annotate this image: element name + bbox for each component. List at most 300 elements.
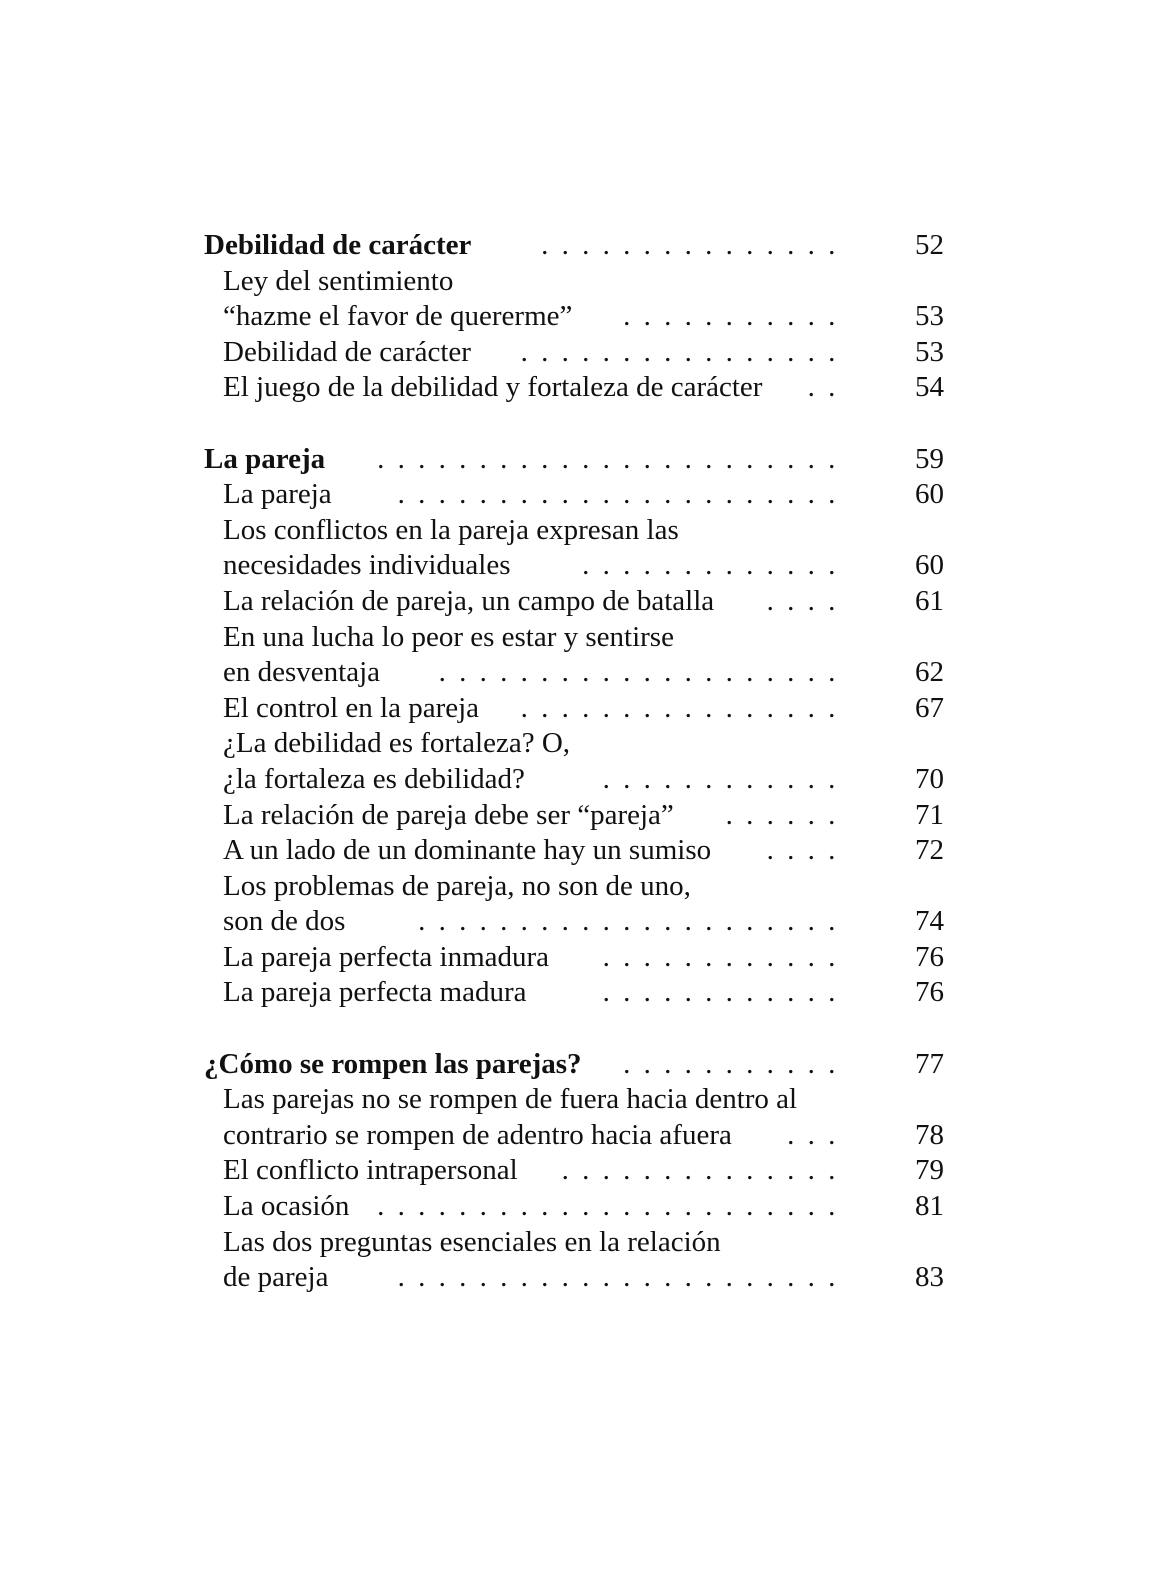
leader-dot: . [746,976,754,1009]
toc-page-number: 53 [915,300,944,333]
leader-dot: . [602,549,610,582]
leader-dot: . [746,549,754,582]
leader-dot: . [582,478,590,511]
leader-dot: . [828,335,836,368]
leader-dot: . [746,1190,754,1223]
leader-dot: . [766,300,774,333]
leader-dot: . [705,976,713,1009]
leader-dot: . [807,229,815,261]
leader-dot: . [807,584,815,617]
leader-dot: . [787,229,795,261]
leader-dot: . [766,1154,774,1187]
leader-dot: . [828,549,836,582]
leader-dot: . [766,762,774,795]
toc-page-number: 67 [915,691,944,724]
leader-dot: . [725,300,733,333]
leader-dot: . [377,442,385,475]
toc-entry-title: El conflicto intrapersonal [223,1154,518,1187]
leader-dot: . [684,549,692,582]
leader-dot: . [582,442,590,475]
leader-dot: . [725,976,733,1009]
leader-dot: . [438,442,446,475]
toc-entry-title: necesidades individuales [223,549,511,582]
toc-entry-title: A un lado de un dominante hay un sumiso [223,834,712,867]
leader-dot: . [787,976,795,1009]
leader-dot: . [459,656,467,689]
toc-entry-title: La relación de pareja, un campo de batalla [223,584,715,617]
leader-dot: . [766,549,774,582]
dot-leader [617,1047,843,1083]
leader-dot: . [807,798,815,831]
leader-dot: . [561,1190,569,1223]
leader-dot: . [725,905,733,938]
leader-dot: . [602,656,610,689]
leader-dot: . [705,656,713,689]
leader-dot: . [602,976,610,1009]
leader-dot: . [520,691,528,724]
leader-dot: . [582,1190,590,1223]
leader-dot: . [418,442,426,475]
dot-leader [576,548,843,584]
leader-dot: . [787,656,795,689]
leader-dot: . [479,656,487,689]
leader-dot: . [623,656,631,689]
toc-entry[interactable] [204,1189,964,1225]
leader-dot: . [541,478,549,511]
leader-dot: . [787,442,795,475]
leader-dot: . [807,1261,815,1294]
dot-leader [432,655,842,691]
leader-dot: . [397,1190,405,1223]
leader-dot: . [828,834,836,867]
leader-dot: . [787,940,795,973]
toc-entry-line[interactable] [204,1082,964,1118]
dot-leader [514,691,842,727]
leader-dot: . [746,905,754,938]
dot-leader [596,940,842,976]
leader-dot: . [664,762,672,795]
dot-leader [371,442,843,478]
leader-dot: . [438,656,446,689]
leader-dot: . [664,300,672,333]
leader-dot: . [623,478,631,511]
leader-dot: . [602,905,610,938]
leader-dot: . [807,478,815,511]
leader-dot: . [807,762,815,795]
leader-dot: . [561,1261,569,1294]
leader-dot: . [828,691,836,724]
leader-dot: . [520,442,528,475]
toc-entry[interactable] [204,940,964,976]
toc-entry-title: La pareja perfecta madura [223,976,527,1009]
leader-dot: . [643,762,651,795]
leader-dot: . [623,229,631,261]
leader-dot: . [705,300,713,333]
dot-leader [535,228,843,264]
leader-dot: . [725,762,733,795]
toc-entry[interactable] [204,335,964,371]
toc-entry-line[interactable] [204,1225,964,1261]
toc-entry-title: son de dos [223,905,346,938]
leader-dot: . [397,478,405,511]
leader-dot: . [787,549,795,582]
leader-dot: . [479,905,487,938]
toc-page-number: 59 [915,442,944,475]
dot-leader [514,335,842,371]
leader-dot: . [602,1190,610,1223]
leader-dot: . [664,1261,672,1294]
leader-dot: . [746,1261,754,1294]
leader-dot: . [787,834,795,867]
dot-leader [781,1118,843,1154]
leader-dot: . [725,798,733,831]
toc-page-number: 83 [915,1261,944,1294]
leader-dot: . [561,656,569,689]
leader-dot: . [787,584,795,617]
toc-entry[interactable] [204,691,964,727]
toc-entry-line[interactable] [204,726,964,762]
leader-dot: . [438,478,446,511]
toc-entry-title: El juego de la debilidad y fortaleza de carácter [223,371,763,404]
leader-dot: . [664,1190,672,1223]
leader-dot: . [807,1190,815,1223]
leader-dot: . [746,798,754,831]
toc-entry[interactable] [204,1260,964,1296]
leader-dot: . [541,1190,549,1223]
toc-entry-title: El control en la pareja [223,691,480,724]
dot-leader [760,584,842,620]
leader-dot: . [520,905,528,938]
leader-dot: . [623,762,631,795]
dot-leader [760,833,842,869]
leader-dot: . [520,478,528,511]
leader-dot: . [725,549,733,582]
leader-dot: . [664,1047,672,1080]
leader-dot: . [602,762,610,795]
leader-dot: . [766,976,774,1009]
toc-entry[interactable] [204,299,964,335]
leader-dot: . [541,656,549,689]
leader-dot: . [459,1261,467,1294]
leader-dot: . [582,1154,590,1187]
leader-dot: . [643,442,651,475]
leader-dot: . [664,442,672,475]
dot-leader [801,370,842,406]
leader-dot: . [807,1154,815,1187]
leader-dot: . [705,1261,713,1294]
toc-entry-title: Ley del sentimiento [223,264,454,297]
leader-dot: . [623,335,631,368]
leader-dot: . [787,1047,795,1080]
leader-dot: . [787,300,795,333]
leader-dot: . [623,1190,631,1223]
leader-dot: . [623,549,631,582]
leader-dot: . [377,1190,385,1223]
leader-dot: . [725,1154,733,1187]
leader-dot: . [479,442,487,475]
leader-dot: . [643,478,651,511]
toc-page-number: 77 [915,1047,944,1080]
leader-dot: . [766,478,774,511]
leader-dot: . [643,549,651,582]
toc-page-number: 71 [915,798,944,831]
leader-dot: . [787,1190,795,1223]
leader-dot: . [582,229,590,261]
leader-dot: . [623,976,631,1009]
leader-dot: . [705,1047,713,1080]
leader-dot: . [828,371,836,404]
leader-dot: . [807,300,815,333]
leader-dot: . [725,1190,733,1223]
leader-dot: . [766,229,774,261]
leader-dot: . [828,584,836,617]
leader-dot: . [684,656,692,689]
leader-dot: . [500,656,508,689]
leader-dot: . [541,335,549,368]
leader-dot: . [418,1190,426,1223]
leader-dot: . [725,229,733,261]
leader-dot: . [500,905,508,938]
leader-dot: . [582,1261,590,1294]
section-gap [204,1011,964,1047]
leader-dot: . [807,905,815,938]
leader-dot: . [418,1261,426,1294]
leader-dot: . [828,1190,836,1223]
toc-entry-title: La pareja perfecta inmadura [223,940,550,973]
toc-entry[interactable] [204,370,964,406]
leader-dot: . [623,300,631,333]
leader-dot: . [397,1261,405,1294]
leader-dot: . [643,229,651,261]
leader-dot: . [705,442,713,475]
leader-dot: . [459,478,467,511]
leader-dot: . [787,478,795,511]
toc-entry-title: de pareja [223,1261,329,1294]
leader-dot: . [500,1190,508,1223]
leader-dot: . [664,1154,672,1187]
leader-dot: . [643,940,651,973]
leader-dot: . [725,335,733,368]
leader-dot: . [705,335,713,368]
leader-dot: . [520,1261,528,1294]
dot-leader [371,1189,843,1225]
leader-dot: . [623,442,631,475]
leader-dot: . [500,442,508,475]
leader-dot: . [684,1261,692,1294]
leader-dot: . [561,905,569,938]
toc-entry[interactable] [204,584,964,620]
toc-entry[interactable] [204,1153,964,1189]
leader-dot: . [684,762,692,795]
leader-dot: . [725,691,733,724]
leader-dot: . [582,335,590,368]
toc-section-heading[interactable] [204,442,964,478]
leader-dot: . [787,335,795,368]
toc-entry[interactable] [204,975,964,1011]
dot-leader [719,798,842,834]
leader-dot: . [500,478,508,511]
leader-dot: . [787,762,795,795]
dot-leader [391,1260,842,1296]
leader-dot: . [807,940,815,973]
toc-entry-line[interactable] [204,869,964,905]
leader-dot: . [766,1190,774,1223]
leader-dot: . [807,442,815,475]
leader-dot: . [807,335,815,368]
toc-entry[interactable] [204,477,964,513]
leader-dot: . [787,1154,795,1187]
leader-dot: . [766,905,774,938]
leader-dot: . [438,905,446,938]
leader-dot: . [541,691,549,724]
leader-dot: . [725,1261,733,1294]
dot-leader [391,477,842,513]
leader-dot: . [828,442,836,475]
leader-dot: . [725,940,733,973]
leader-dot: . [766,1261,774,1294]
leader-dot: . [766,691,774,724]
toc-page-number: 79 [915,1154,944,1187]
leader-dot: . [664,478,672,511]
leader-dot: . [828,798,836,831]
leader-dot: . [807,1047,815,1080]
leader-dot: . [705,1154,713,1187]
leader-dot: . [828,1154,836,1187]
toc-entry[interactable] [204,1118,964,1154]
leader-dot: . [787,1118,795,1151]
leader-dot: . [725,442,733,475]
dot-leader [617,299,843,335]
leader-dot: . [807,691,815,724]
leader-dot: . [766,940,774,973]
leader-dot: . [520,656,528,689]
toc-page-number: 70 [915,762,944,795]
toc-entry-title: Debilidad de carácter [223,335,471,368]
toc-entry-line[interactable] [204,513,964,549]
leader-dot: . [705,549,713,582]
leader-dot: . [479,1261,487,1294]
leader-dot: . [807,549,815,582]
leader-dot: . [643,656,651,689]
leader-dot: . [459,1190,467,1223]
toc-entry-line[interactable] [204,264,964,300]
leader-dot: . [766,335,774,368]
leader-dot: . [746,940,754,973]
leader-dot: . [541,442,549,475]
toc-page-number: 62 [915,656,944,689]
leader-dot: . [746,762,754,795]
toc-heading-title: Debilidad de carácter [204,229,472,261]
leader-dot: . [807,1118,815,1151]
leader-dot: . [541,905,549,938]
leader-dot: . [746,229,754,261]
leader-dot: . [828,762,836,795]
leader-dot: . [582,656,590,689]
dot-leader [596,762,842,798]
leader-dot: . [602,1154,610,1187]
dot-leader [596,975,842,1011]
leader-dot: . [828,1118,836,1151]
leader-dot: . [807,976,815,1009]
leader-dot: . [664,940,672,973]
toc-entry[interactable] [204,548,964,584]
toc-page-number: 60 [915,478,944,511]
leader-dot: . [705,762,713,795]
leader-dot: . [459,905,467,938]
leader-dot: . [561,229,569,261]
leader-dot: . [582,691,590,724]
leader-dot: . [438,1190,446,1223]
leader-dot: . [643,1190,651,1223]
toc-entry-title: en desventaja [223,656,381,689]
leader-dot: . [643,976,651,1009]
leader-dot: . [787,798,795,831]
toc-section-heading[interactable] [204,228,964,264]
leader-dot: . [766,584,774,617]
leader-dot: . [602,442,610,475]
toc-page-number: 54 [915,371,944,404]
toc-entry-line[interactable] [204,620,964,656]
leader-dot: . [643,691,651,724]
leader-dot: . [664,549,672,582]
leader-dot: . [684,905,692,938]
leader-dot: . [725,478,733,511]
toc-entry[interactable] [204,655,964,691]
leader-dot: . [623,1261,631,1294]
leader-dot: . [684,1047,692,1080]
leader-dot: . [705,940,713,973]
leader-dot: . [746,691,754,724]
leader-dot: . [746,1154,754,1187]
toc-entry-title: La ocasión [223,1190,350,1223]
toc-entry[interactable] [204,833,964,869]
leader-dot: . [766,442,774,475]
leader-dot: . [561,335,569,368]
toc-page-number: 53 [915,335,944,368]
leader-dot: . [561,691,569,724]
leader-dot: . [725,656,733,689]
toc-entry-title: contrario se rompen de adentro hacia afuera [223,1118,732,1151]
leader-dot: . [623,1154,631,1187]
leader-dot: . [418,905,426,938]
leader-dot: . [643,1047,651,1080]
leader-dot: . [623,1047,631,1080]
toc-entry-title: Las dos preguntas esenciales en la relación [223,1225,721,1258]
toc-heading-title: ¿Cómo se rompen las parejas? [204,1047,582,1080]
leader-dot: . [541,229,549,261]
toc-entry-title: La pareja [223,478,332,511]
leader-dot: . [746,442,754,475]
toc-section-heading[interactable] [204,1047,964,1083]
leader-dot: . [664,976,672,1009]
leader-dot: . [459,442,467,475]
toc-page-number: 81 [915,1190,944,1223]
toc-entry[interactable] [204,762,964,798]
leader-dot: . [807,371,815,404]
leader-dot: . [561,442,569,475]
leader-dot: . [664,656,672,689]
leader-dot: . [602,229,610,261]
toc-entry-title: ¿La debilidad es fortaleza? O, [223,727,571,760]
leader-dot: . [623,905,631,938]
toc-entry[interactable] [204,798,964,834]
table-of-contents [204,228,964,1296]
leader-dot: . [705,1190,713,1223]
leader-dot: . [623,940,631,973]
leader-dot: . [479,478,487,511]
toc-entry-title: Los problemas de pareja, no son de uno, [223,869,691,902]
toc-entry[interactable] [204,904,964,940]
